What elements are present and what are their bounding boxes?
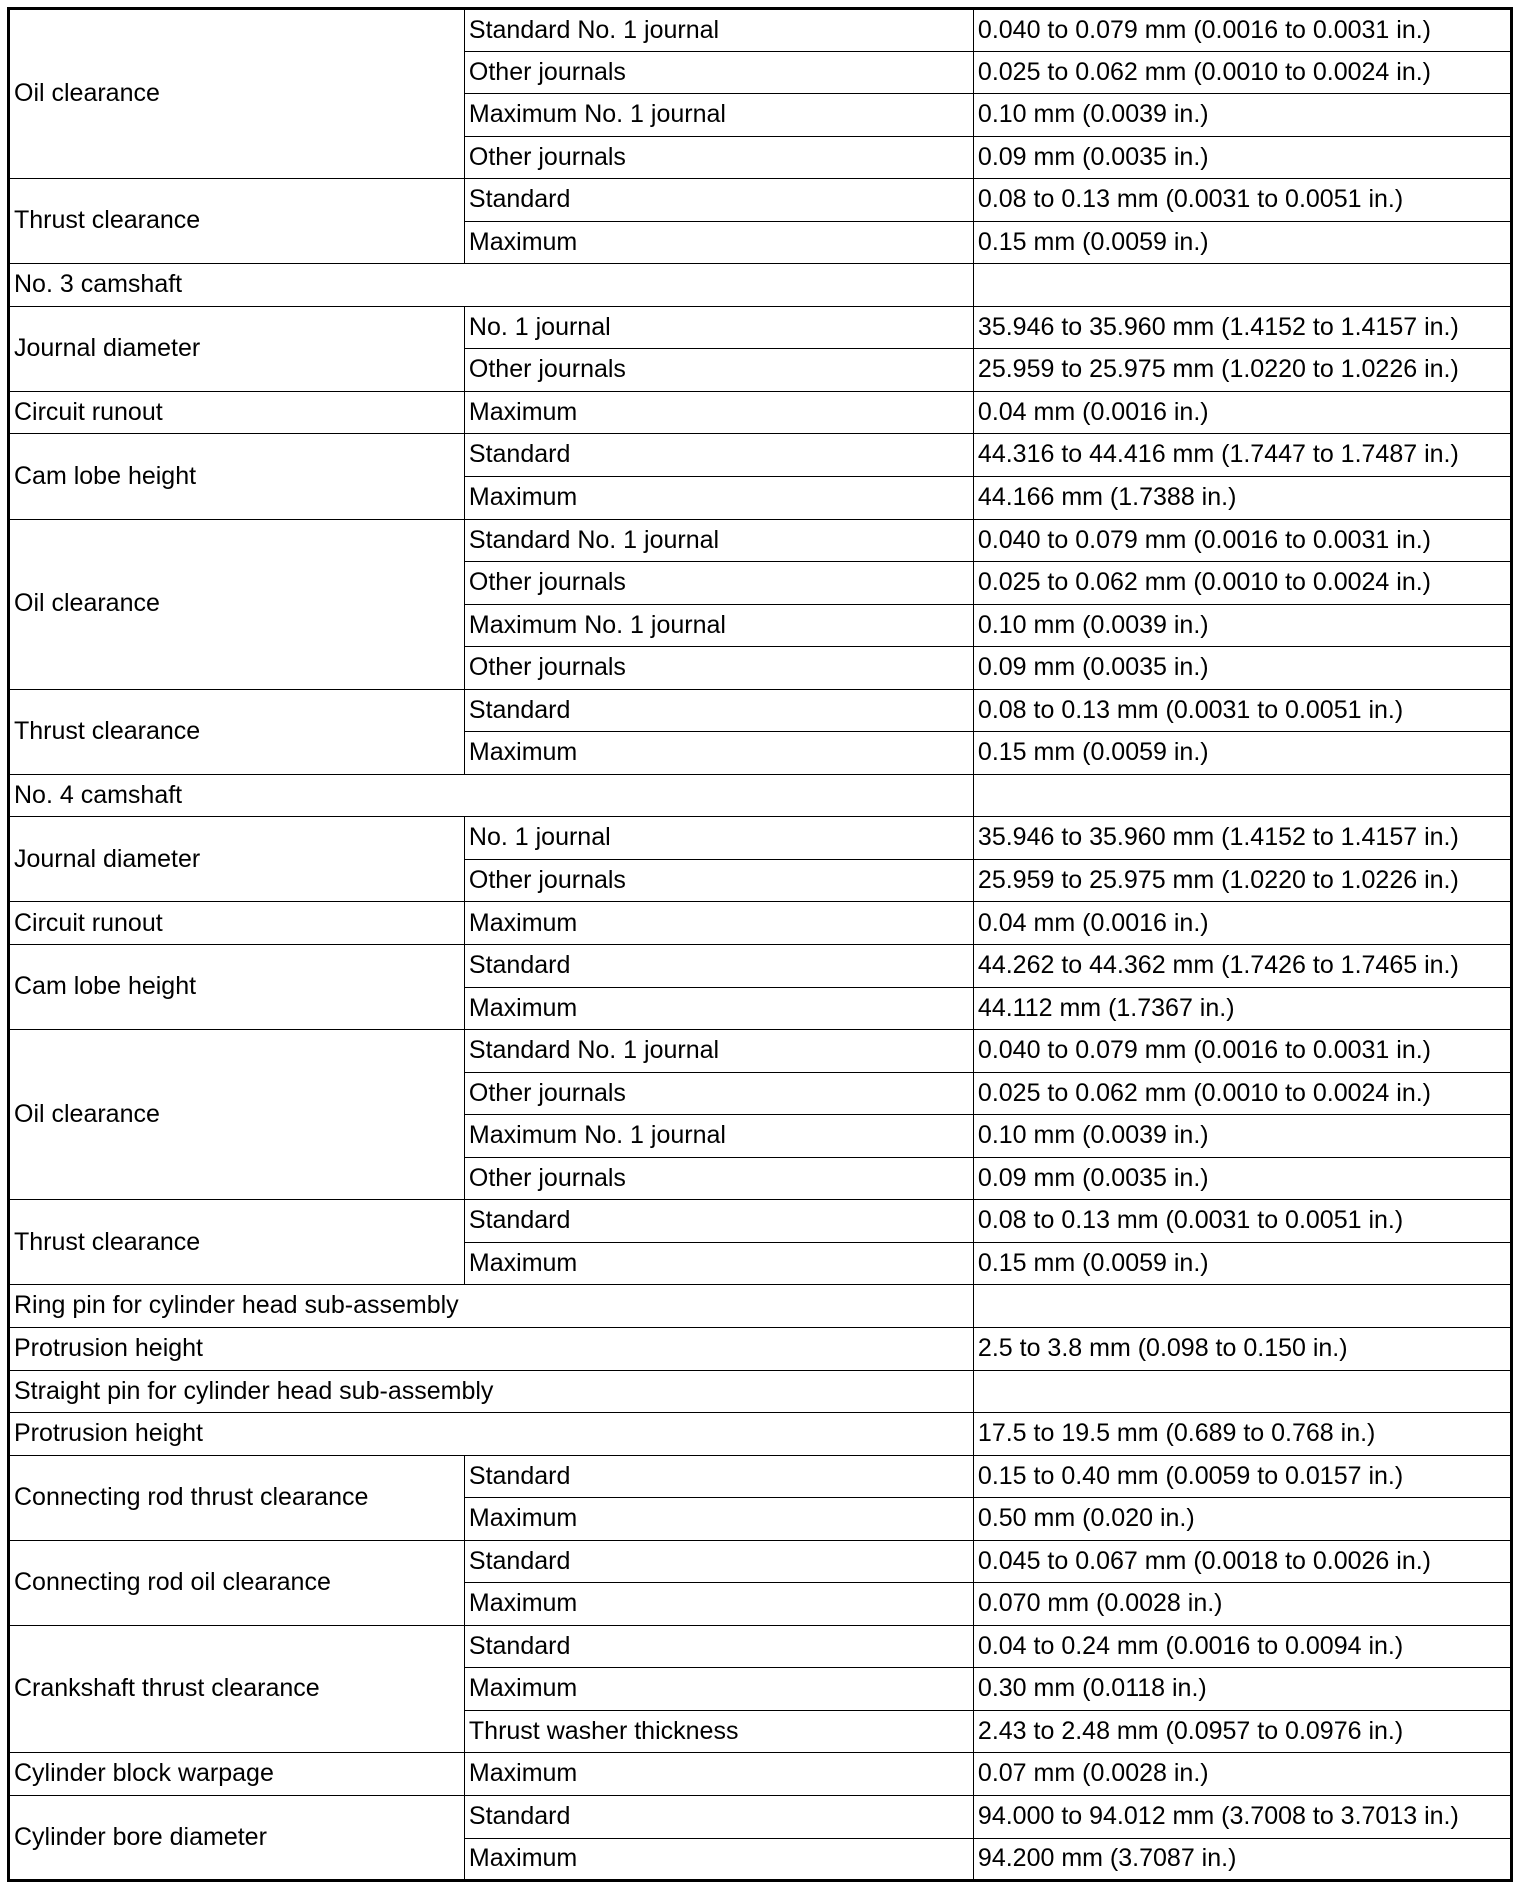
- item-cell: Connecting rod thrust clearance: [9, 1455, 465, 1540]
- item-cell: Protrusion height: [9, 1413, 974, 1456]
- value-cell: 0.040 to 0.079 mm (0.0016 to 0.0031 in.): [973, 519, 1511, 562]
- item-cell: Oil clearance: [9, 1030, 465, 1200]
- section-title-cell: No. 4 camshaft: [9, 774, 974, 817]
- section-title-cell: Straight pin for cylinder head sub-assembly: [9, 1370, 974, 1413]
- table-row: [9, 817, 1512, 860]
- table-row: [9, 1413, 1512, 1456]
- condition-cell: Maximum: [464, 1753, 973, 1796]
- value-cell: 0.040 to 0.079 mm (0.0016 to 0.0031 in.): [973, 1030, 1511, 1073]
- condition-cell: Standard No. 1 journal: [464, 1030, 973, 1073]
- section-header-row: [9, 1370, 1512, 1413]
- table-row: [9, 9, 1512, 52]
- value-cell: 0.07 mm (0.0028 in.): [973, 1753, 1511, 1796]
- condition-cell: Maximum: [464, 902, 973, 945]
- condition-cell: Maximum: [464, 391, 973, 434]
- section-header-row: [9, 1285, 1512, 1328]
- condition-cell: Other journals: [464, 859, 973, 902]
- value-cell: 0.10 mm (0.0039 in.): [973, 94, 1511, 137]
- item-cell: Oil clearance: [9, 519, 465, 689]
- value-cell: 0.025 to 0.062 mm (0.0010 to 0.0024 in.): [973, 562, 1511, 605]
- condition-cell: Other journals: [464, 1072, 973, 1115]
- value-cell: 0.15 mm (0.0059 in.): [973, 221, 1511, 264]
- value-cell: 0.15 to 0.40 mm (0.0059 to 0.0157 in.): [973, 1455, 1511, 1498]
- item-cell: Thrust clearance: [9, 1200, 465, 1285]
- value-cell: 2.5 to 3.8 mm (0.098 to 0.150 in.): [973, 1327, 1511, 1370]
- item-cell: Journal diameter: [9, 817, 465, 902]
- condition-cell: Other journals: [464, 647, 973, 690]
- value-cell: 0.10 mm (0.0039 in.): [973, 1115, 1511, 1158]
- condition-cell: Standard No. 1 journal: [464, 519, 973, 562]
- condition-cell: Maximum: [464, 987, 973, 1030]
- value-cell: 0.30 mm (0.0118 in.): [973, 1668, 1511, 1711]
- table-row: [9, 945, 1512, 988]
- item-cell: Circuit runout: [9, 391, 465, 434]
- condition-cell: Other journals: [464, 1157, 973, 1200]
- value-cell: 44.166 mm (1.7388 in.): [973, 477, 1511, 520]
- condition-cell: Other journals: [464, 51, 973, 94]
- value-cell: [973, 1370, 1511, 1413]
- specification-table: [7, 7, 1513, 1882]
- value-cell: 0.045 to 0.067 mm (0.0018 to 0.0026 in.): [973, 1540, 1511, 1583]
- value-cell: 25.959 to 25.975 mm (1.0220 to 1.0226 in.): [973, 349, 1511, 392]
- table-row: [9, 902, 1512, 945]
- condition-cell: Standard: [464, 434, 973, 477]
- table-row: [9, 1625, 1512, 1668]
- item-cell: Cylinder block warpage: [9, 1753, 465, 1796]
- section-header-row: [9, 264, 1512, 307]
- value-cell: 44.316 to 44.416 mm (1.7447 to 1.7487 in.): [973, 434, 1511, 477]
- value-cell: 94.200 mm (3.7087 in.): [973, 1838, 1511, 1881]
- section-title-cell: Ring pin for cylinder head sub-assembly: [9, 1285, 974, 1328]
- condition-cell: Maximum: [464, 1498, 973, 1541]
- value-cell: 94.000 to 94.012 mm (3.7008 to 3.7013 in.): [973, 1795, 1511, 1838]
- value-cell: [973, 774, 1511, 817]
- condition-cell: Maximum No. 1 journal: [464, 604, 973, 647]
- condition-cell: Standard: [464, 1795, 973, 1838]
- table-row: [9, 1795, 1512, 1838]
- value-cell: 44.262 to 44.362 mm (1.7426 to 1.7465 in.): [973, 945, 1511, 988]
- condition-cell: Maximum: [464, 1838, 973, 1881]
- condition-cell: Other journals: [464, 136, 973, 179]
- condition-cell: Standard No. 1 journal: [464, 9, 973, 52]
- condition-cell: Maximum No. 1 journal: [464, 1115, 973, 1158]
- condition-cell: No. 1 journal: [464, 817, 973, 860]
- value-cell: [973, 1285, 1511, 1328]
- item-cell: Cylinder bore diameter: [9, 1795, 465, 1880]
- condition-cell: No. 1 journal: [464, 306, 973, 349]
- condition-cell: Other journals: [464, 562, 973, 605]
- condition-cell: Standard: [464, 1200, 973, 1243]
- value-cell: 0.040 to 0.079 mm (0.0016 to 0.0031 in.): [973, 9, 1511, 52]
- item-cell: Thrust clearance: [9, 689, 465, 774]
- condition-cell: Standard: [464, 1625, 973, 1668]
- table-row: [9, 434, 1512, 477]
- value-cell: 25.959 to 25.975 mm (1.0220 to 1.0226 in.): [973, 859, 1511, 902]
- condition-cell: Maximum No. 1 journal: [464, 94, 973, 137]
- section-title-cell: No. 3 camshaft: [9, 264, 974, 307]
- item-cell: Crankshaft thrust clearance: [9, 1625, 465, 1753]
- item-cell: Cam lobe height: [9, 945, 465, 1030]
- value-cell: [973, 264, 1511, 307]
- condition-cell: Standard: [464, 1540, 973, 1583]
- table-row: [9, 1455, 1512, 1498]
- condition-cell: Thrust washer thickness: [464, 1710, 973, 1753]
- item-cell: Protrusion height: [9, 1327, 974, 1370]
- table-row: [9, 179, 1512, 222]
- table-row: [9, 391, 1512, 434]
- item-cell: Journal diameter: [9, 306, 465, 391]
- value-cell: 2.43 to 2.48 mm (0.0957 to 0.0976 in.): [973, 1710, 1511, 1753]
- value-cell: 0.08 to 0.13 mm (0.0031 to 0.0051 in.): [973, 1200, 1511, 1243]
- item-cell: Cam lobe height: [9, 434, 465, 519]
- condition-cell: Maximum: [464, 221, 973, 264]
- value-cell: 0.10 mm (0.0039 in.): [973, 604, 1511, 647]
- table-row: [9, 689, 1512, 732]
- item-cell: Connecting rod oil clearance: [9, 1540, 465, 1625]
- value-cell: 35.946 to 35.960 mm (1.4152 to 1.4157 in.): [973, 306, 1511, 349]
- value-cell: 0.025 to 0.062 mm (0.0010 to 0.0024 in.): [973, 51, 1511, 94]
- value-cell: 0.04 mm (0.0016 in.): [973, 391, 1511, 434]
- condition-cell: Standard: [464, 1455, 973, 1498]
- value-cell: 17.5 to 19.5 mm (0.689 to 0.768 in.): [973, 1413, 1511, 1456]
- condition-cell: Maximum: [464, 732, 973, 775]
- condition-cell: Maximum: [464, 1583, 973, 1626]
- value-cell: 0.09 mm (0.0035 in.): [973, 136, 1511, 179]
- value-cell: 0.09 mm (0.0035 in.): [973, 647, 1511, 690]
- table-row: [9, 1753, 1512, 1796]
- value-cell: 0.15 mm (0.0059 in.): [973, 732, 1511, 775]
- condition-cell: Maximum: [464, 1242, 973, 1285]
- value-cell: 44.112 mm (1.7367 in.): [973, 987, 1511, 1030]
- value-cell: 0.025 to 0.062 mm (0.0010 to 0.0024 in.): [973, 1072, 1511, 1115]
- item-cell: Circuit runout: [9, 902, 465, 945]
- value-cell: 0.09 mm (0.0035 in.): [973, 1157, 1511, 1200]
- section-header-row: [9, 774, 1512, 817]
- value-cell: 0.070 mm (0.0028 in.): [973, 1583, 1511, 1626]
- table-row: [9, 1030, 1512, 1073]
- value-cell: 0.04 mm (0.0016 in.): [973, 902, 1511, 945]
- condition-cell: Maximum: [464, 477, 973, 520]
- value-cell: 0.04 to 0.24 mm (0.0016 to 0.0094 in.): [973, 1625, 1511, 1668]
- table-row: [9, 306, 1512, 349]
- value-cell: 0.50 mm (0.020 in.): [973, 1498, 1511, 1541]
- value-cell: 0.08 to 0.13 mm (0.0031 to 0.0051 in.): [973, 689, 1511, 732]
- table-row: [9, 1200, 1512, 1243]
- value-cell: 0.15 mm (0.0059 in.): [973, 1242, 1511, 1285]
- table-row: [9, 1540, 1512, 1583]
- condition-cell: Standard: [464, 945, 973, 988]
- condition-cell: Maximum: [464, 1668, 973, 1711]
- condition-cell: Standard: [464, 689, 973, 732]
- value-cell: 35.946 to 35.960 mm (1.4152 to 1.4157 in.): [973, 817, 1511, 860]
- condition-cell: Standard: [464, 179, 973, 222]
- table-row: [9, 1327, 1512, 1370]
- item-cell: Oil clearance: [9, 9, 465, 179]
- table-row: [9, 519, 1512, 562]
- value-cell: 0.08 to 0.13 mm (0.0031 to 0.0051 in.): [973, 179, 1511, 222]
- condition-cell: Other journals: [464, 349, 973, 392]
- item-cell: Thrust clearance: [9, 179, 465, 264]
